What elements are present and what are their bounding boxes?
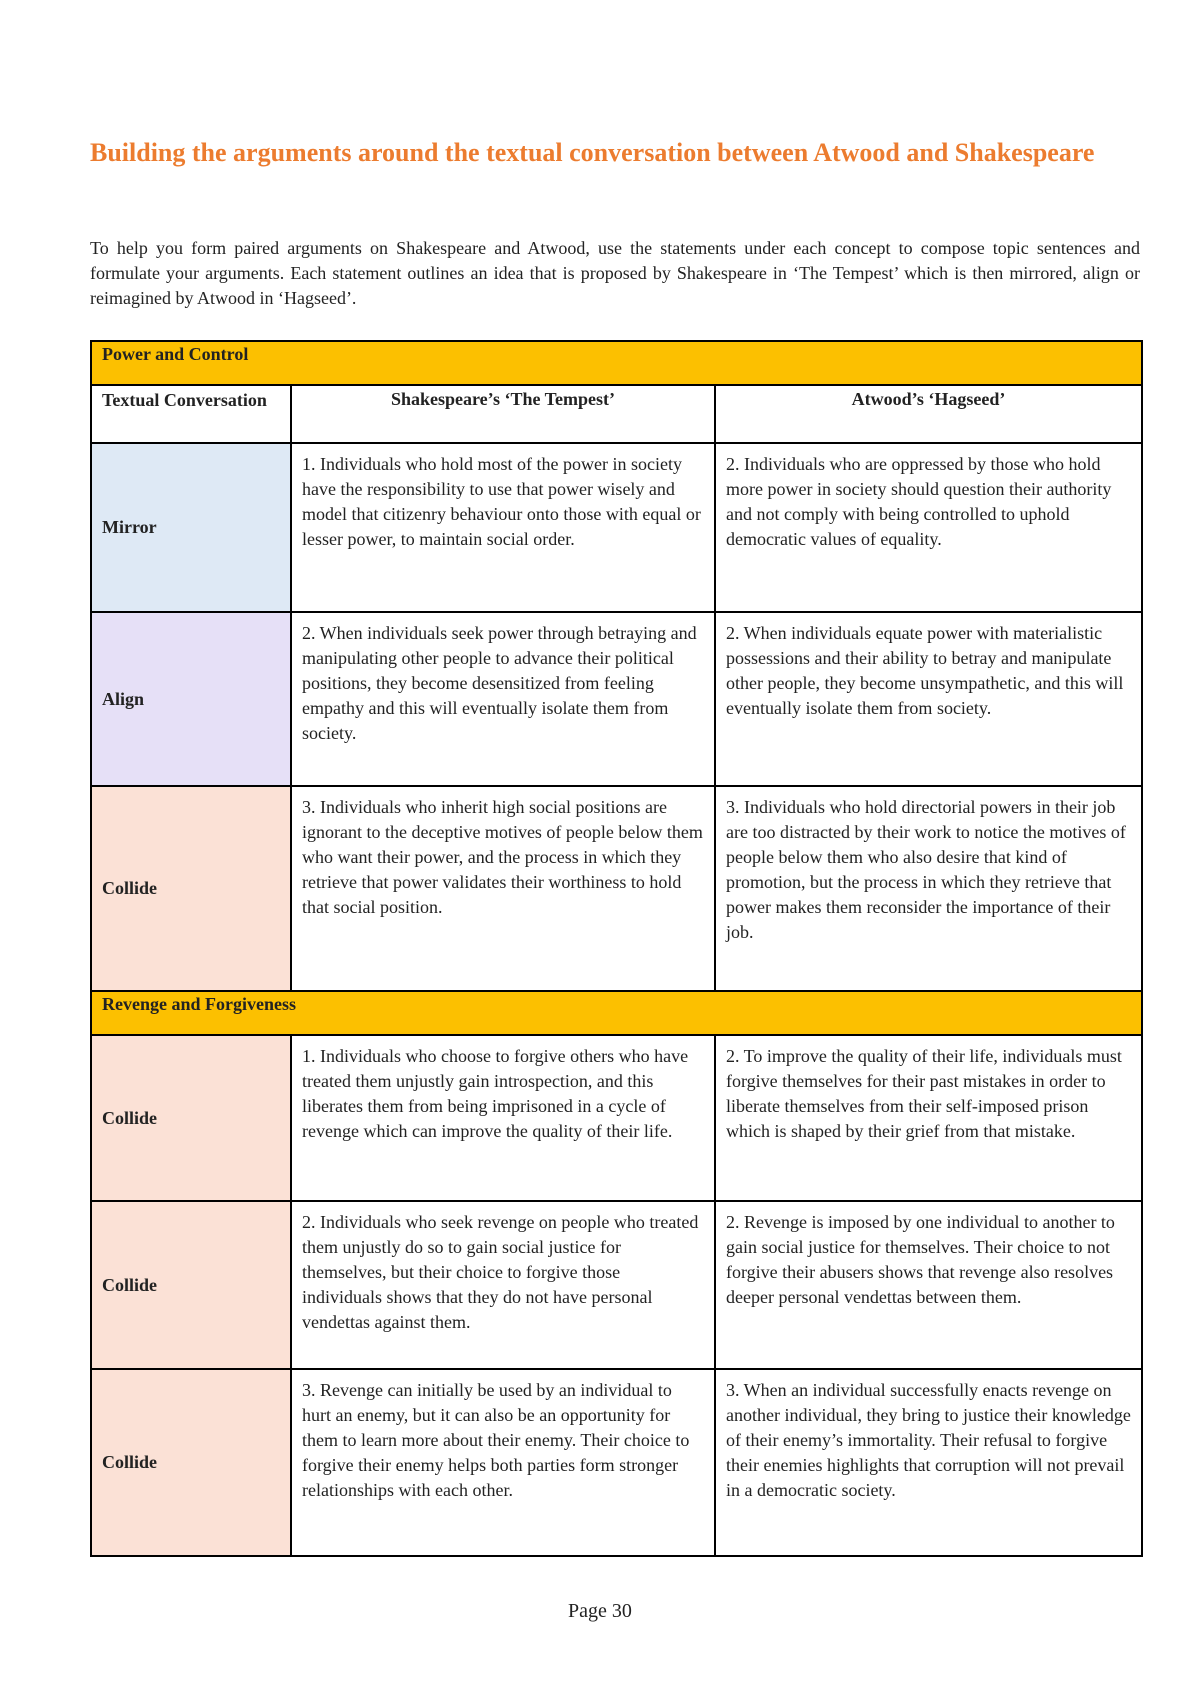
section-row-power [91, 341, 1142, 385]
hagseed-statement: 3. When an individual successfully enacts revenge on another individual, they bring to justice their knowledge of their enemy’s immortality. Their refusal to forgive their enemies highlights that corruption will not prevail in a democratic society. [715, 1369, 1142, 1556]
hagseed-statement: 2. To improve the quality of their life, individuals must forgive themselves for their past mistakes in order to liberate themselves from their self-imposed prison which is shaped by their grief from that mistake. [715, 1035, 1142, 1201]
row-label: Collide [91, 786, 291, 991]
section-title: Power and Control [91, 341, 1142, 385]
section-title: Revenge and Forgiveness [91, 991, 1142, 1035]
row-label: Collide [91, 1369, 291, 1556]
hagseed-statement: 2. When individuals equate power with materialistic possessions and their ability to betray and manipulate other people, they become unsympathetic, and this will eventually isolate them from society. [715, 612, 1142, 786]
page-title: Building the arguments around the textual conversation between Atwood and Shakespeare [90, 138, 1095, 167]
tempest-statement: 3. Individuals who inherit high social positions are ignorant to the deceptive motives of people below them who want their power, and the process in which they retrieve that power validates their worthiness to hold that social position. [291, 786, 715, 991]
intro-paragraph: To help you form paired arguments on Shakespeare and Atwood, use the statements under each concept to compose topic sentences and formulate your arguments. Each statement outlines an idea that is proposed by Shakespeare in ‘The Tempest’ which is then mirrored, align or reimagined by Atwood in ‘Hagseed’. [90, 238, 1140, 308]
argument-table [90, 340, 1143, 1557]
header-hagseed: Atwood’s ‘Hagseed’ [715, 385, 1142, 443]
section-row-revenge [91, 991, 1142, 1035]
table-row [91, 443, 1142, 612]
row-label: Collide [91, 1035, 291, 1201]
header-tempest: Shakespeare’s ‘The Tempest’ [291, 385, 715, 443]
table-row [91, 786, 1142, 991]
tempest-statement: 1. Individuals who hold most of the power in society have the responsibility to use that power wisely and model that citizenry behaviour onto those with equal or lesser power, to maintain social order. [291, 443, 715, 612]
tempest-statement: 3. Revenge can initially be used by an individual to hurt an enemy, but it can also be an opportunity for them to learn more about their enemy. Their choice to forgive their enemy helps both parties form stronger relationships with each other. [291, 1369, 715, 1556]
table-row [91, 1035, 1142, 1201]
row-label: Align [91, 612, 291, 786]
page-number: Page 30 [568, 1600, 632, 1622]
header-row [91, 385, 1142, 443]
header-textual-conversation: Textual Conversation [91, 385, 291, 443]
hagseed-statement: 3. Individuals who hold directorial powers in their job are too distracted by their work to notice the motives of people below them who also desire that kind of promotion, but the process in which they retrieve that power makes them reconsider the importance of their job. [715, 786, 1142, 991]
table-row [91, 612, 1142, 786]
table-row [91, 1201, 1142, 1369]
row-label: Collide [91, 1201, 291, 1369]
hagseed-statement: 2. Revenge is imposed by one individual to another to gain social justice for themselves. Their choice to not forgive their abusers shows that revenge also resolves deeper personal vendettas between them. [715, 1201, 1142, 1369]
tempest-statement: 2. When individuals seek power through betraying and manipulating other people to advance their political positions, they become desensitized from feeling empathy and this will eventually isolate them from society. [291, 612, 715, 786]
hagseed-statement: 2. Individuals who are oppressed by those who hold more power in society should question their authority and not comply with being controlled to uphold democratic values of equality. [715, 443, 1142, 612]
row-label: Mirror [91, 443, 291, 612]
tempest-statement: 2. Individuals who seek revenge on people who treated them unjustly do so to gain social justice for themselves, but their choice to forgive those individuals shows that they do not have personal vendettas against them. [291, 1201, 715, 1369]
table-row [91, 1369, 1142, 1556]
tempest-statement: 1. Individuals who choose to forgive others who have treated them unjustly gain introspection, and this liberates them from being imprisoned in a cycle of revenge which can improve the quality of their life. [291, 1035, 715, 1201]
